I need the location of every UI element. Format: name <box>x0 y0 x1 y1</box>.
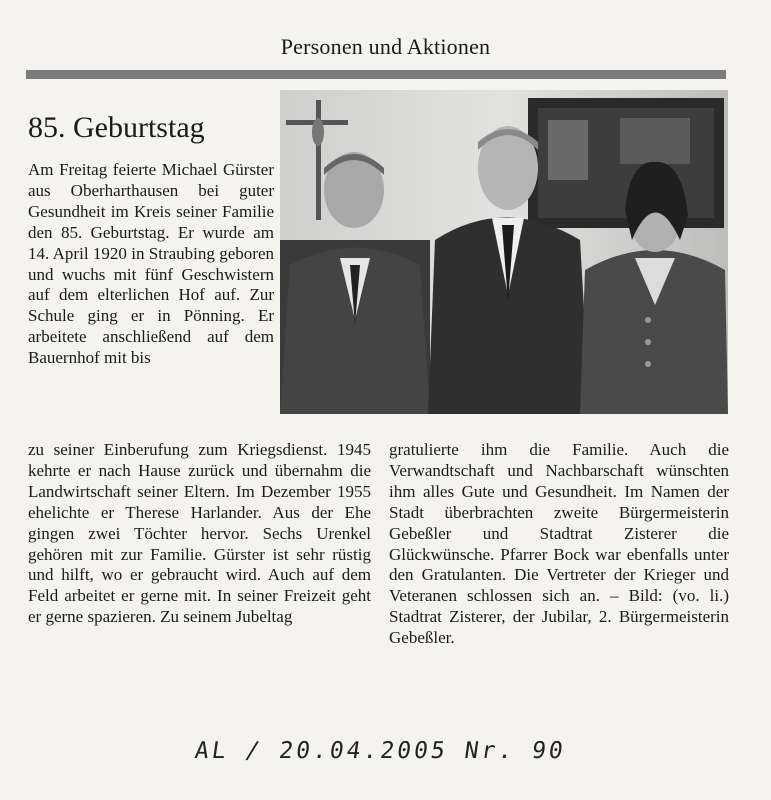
section-title: Personen und Aktionen <box>280 34 491 59</box>
article-text-left: zu seiner Einberufung zum Kriegsdienst. 1945 kehrte er nach Hause zurück und übernahm die Landwirtschaft seiner Eltern. Im Dezember 1955 ehelichte er Therese Harlander. Aus der Ehe gingen zwei Töchter hervor. Sechs Urenkel gehören mit zur Familie. Gürster ist sehr rüstig und hilft, wo er gebraucht wird. Auch auf dem Feld arbeitet er gerne mit. In seiner Freizeit geht er gerne spazieren. Zu seinem Jubeltag <box>28 440 371 627</box>
article-text-top: Am Freitag feierte Michael Gürster aus Oberharthausen bei guter Gesundheit im Kreis seiner Familie den 85. Geburtstag. Er wurde am 14. April 1920 in Straubing geboren und wuchs mit fünf Geschwistern auf dem elterlichen Hof auf. Zur Schule ging er in Pönning. Er arbeitete anschließend auf dem Bauernhof mit bis <box>28 160 274 368</box>
article-headline: 85. Geburtstag <box>28 111 205 144</box>
article-photo <box>280 90 728 414</box>
article-text-right: gratulierte ihm die Familie. Auch die Verwandtschaft und Nachbarschaft wünschten ihm alles Gute und Gesundheit. Im Namen der Stadt überbrachten zweite Bürgermeisterin Gebeßler und Stadtrat Zisterer die Glückwünsche. Pfarrer Bock war ebenfalls unter den Gratulanten. Die Vertreter der Krieger und Veteranen schlossen sich an. – Bild: (vo. li.) Stadtrat Zisterer, der Jubilar, 2. Bürgermeisterin Gebeßler. <box>389 440 729 648</box>
section-rule <box>26 70 726 79</box>
handwritten-note: AL / 20.04.2005 Nr. 90 <box>193 738 568 764</box>
